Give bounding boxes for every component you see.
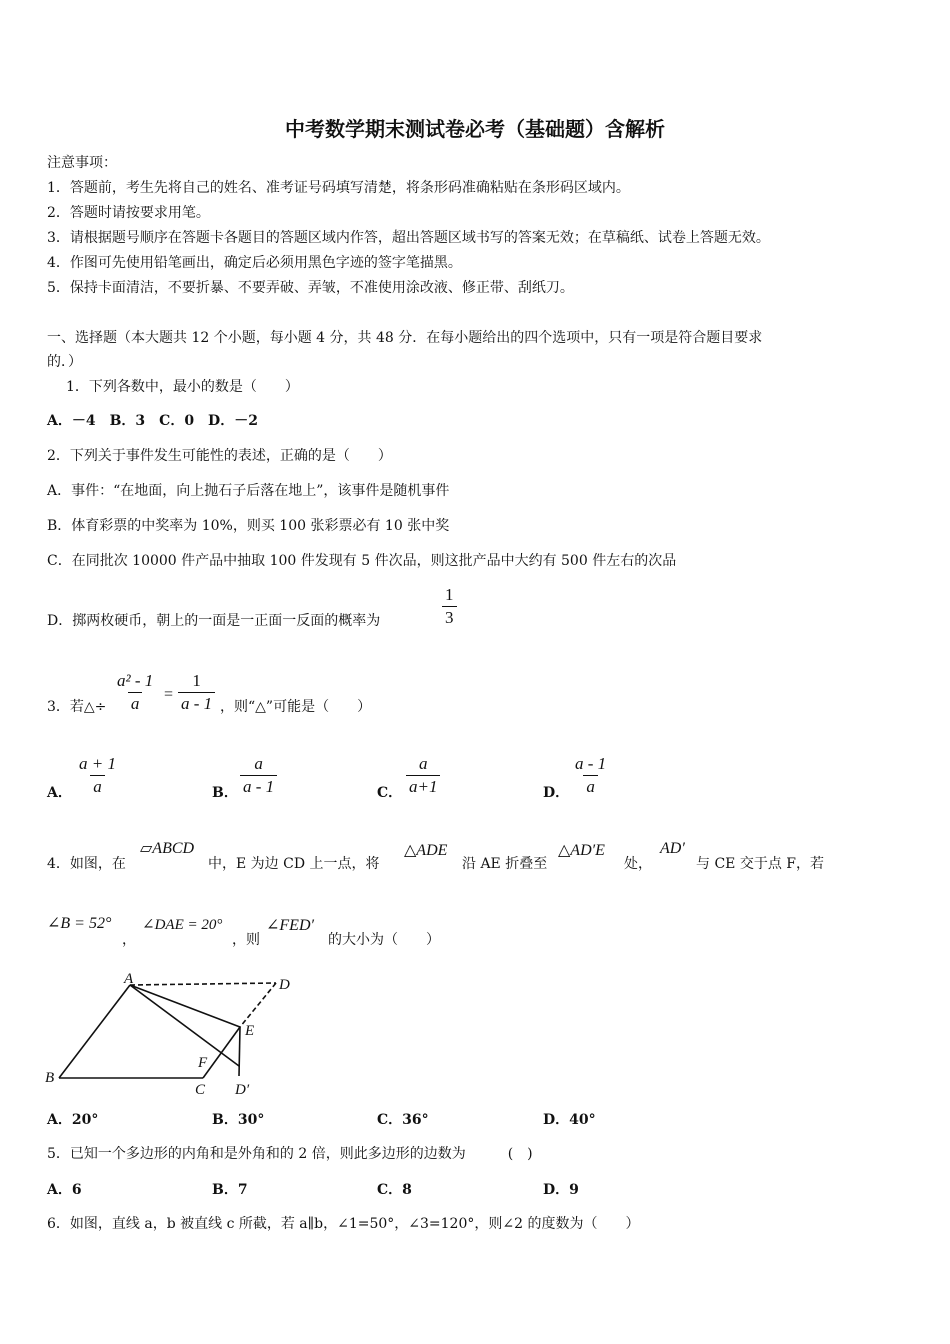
question-4-text: 沿 AE 折叠至	[462, 856, 548, 872]
question-3-prefix: 3．若△÷	[47, 699, 107, 715]
segment-ed-prime	[239, 1027, 240, 1076]
question-6-stem: 6．如图，直线 a，b 被直线 c 所截，若 a∥b，∠1=50°，∠3=120°，则∠2 的度数为（ ）	[47, 1216, 640, 1232]
fraction-numerator: a + 1	[79, 754, 116, 773]
question-4-text: 的大小为（ ）	[328, 932, 440, 948]
fraction-denominator: a	[583, 775, 598, 796]
question-3-option-c-fraction	[406, 755, 440, 796]
question-4-text: ，则	[232, 932, 260, 948]
question-4-math: △ADE	[404, 842, 448, 859]
point-label-f: F	[198, 1055, 208, 1071]
segment-ad-prime	[130, 985, 239, 1066]
section-heading: 一、选择题（本大题共 12 个小题，每小题 4 分，共 48 分．在每小题给出的四个选项中，只有一项是符合题目要求	[47, 330, 763, 346]
question-2-option-a: A．事件：“在地面，向上抛石子后落在地上”，该事件是随机事件	[47, 483, 450, 499]
question-4-math: ∠FED′	[266, 917, 315, 934]
question-4-text: ，	[122, 932, 136, 948]
question-4-math: ∠B = 52°	[47, 915, 112, 932]
fraction-numerator: 1	[192, 671, 201, 690]
point-label-c: C	[195, 1082, 206, 1098]
question-3-option-a-fraction	[76, 755, 119, 796]
segment-ab	[59, 985, 130, 1078]
question-4-text: 处，	[624, 856, 652, 872]
question-4-math: ∠DAE = 20°	[142, 917, 223, 933]
fraction-denominator: 3	[442, 606, 457, 627]
question-5-stem: 5．已知一个多边形的内角和是外角和的 2 倍，则此多边形的边数为 ( )	[47, 1146, 533, 1162]
question-4-option-d: D．40°	[543, 1112, 596, 1128]
notice-item: 4．作图可先使用铅笔画出，确定后必须用黑色字迹的签字笔描黑。	[47, 255, 462, 271]
question-4-option-b: B．30°	[212, 1112, 265, 1128]
parallelogram-fold-figure	[40, 968, 300, 1100]
question-4-text: 中，E 为边 CD 上一点，将	[208, 856, 380, 872]
question-1-options: A．－4 B．3 C．0 D．－2	[47, 413, 258, 429]
fraction-denominator: a	[128, 692, 143, 713]
fraction-denominator: a - 1	[240, 775, 277, 796]
fraction-numerator: a	[418, 754, 428, 773]
question-5-option-a: A．6	[47, 1182, 82, 1198]
fraction-numerator: a - 1	[575, 754, 607, 773]
segment-ad-dashed	[130, 983, 276, 985]
question-2-option-c: C．在同批次 10000 件产品中抽取 100 件发现有 5 件次品，则这批产品中大约有 500 件左右的次品	[47, 553, 677, 569]
question-3-option-b-fraction	[240, 755, 277, 796]
question-2-stem: 2．下列关于事件发生可能性的表述，正确的是（ ）	[47, 448, 392, 464]
question-1-stem: 1．下列各数中，最小的数是（ ）	[66, 379, 299, 395]
point-label-d: D	[279, 977, 290, 993]
fraction-denominator: a+1	[406, 775, 440, 796]
notice-item: 3．请根据题号顺序在答题卡各题目的答题区域内作答，超出答题区域书写的答案无效；在草稿纸、试卷上答题无效。	[47, 230, 770, 246]
question-2-option-d: D．掷两枚硬币，朝上的一面是一正面一反面的概率为	[47, 613, 381, 629]
notice-item: 5．保持卡面清洁，不要折暴、不要弄破、弄皱，不准使用涂改液、修正带、刮纸刀。	[47, 280, 574, 296]
notice-item: 1．答题前，考生先将自己的姓名、准考证号码填写清楚，将条形码准确粘贴在条形码区域内。	[47, 180, 630, 196]
question-2-fraction	[442, 586, 457, 627]
fraction-denominator: a - 1	[178, 692, 215, 713]
question-4-text: 与 CE 交于点 F，若	[696, 856, 824, 872]
point-label-e: E	[245, 1023, 255, 1039]
question-3-option-a-label: A．	[47, 785, 72, 801]
question-4-option-a: A．20°	[47, 1112, 99, 1128]
question-3-option-c-label: C．	[377, 785, 403, 801]
question-4-text: 4．如图，在	[47, 856, 126, 872]
question-4-math: AD′	[660, 840, 685, 857]
question-2-option-b: B．体育彩票的中奖率为 10%，则买 100 张彩票必有 10 张中奖	[47, 518, 450, 534]
fraction-numerator: a² - 1	[117, 671, 154, 690]
question-3-rhs-fraction	[178, 672, 215, 713]
point-label-d-prime: D′	[235, 1082, 250, 1098]
segment-ec	[203, 1027, 240, 1078]
fraction-numerator: 1	[445, 585, 454, 604]
segment-de-dashed	[240, 983, 276, 1027]
question-3-option-b-label: B．	[212, 785, 238, 801]
segment-ae	[130, 985, 240, 1027]
fraction-denominator: a	[90, 775, 105, 796]
question-5-option-c: C．8	[377, 1182, 412, 1198]
question-5-option-b: B．7	[212, 1182, 248, 1198]
question-4-option-c: C．36°	[377, 1112, 429, 1128]
question-4-math: ▱ABCD	[140, 840, 195, 857]
page-title: 中考数学期末测试卷必考（基础题）含解析	[285, 117, 665, 141]
section-heading-cont: 的．）	[47, 354, 82, 370]
point-label-b: B	[45, 1070, 55, 1086]
point-label-a: A	[124, 971, 134, 987]
question-3-option-d-fraction	[572, 755, 609, 796]
fraction-numerator: a	[254, 754, 263, 773]
question-4-math: △AD′E	[558, 842, 605, 859]
question-3-suffix: ，则“△”可能是（ ）	[220, 699, 372, 715]
question-3-option-d-label: D．	[543, 785, 570, 801]
notice-item: 2．答题时请按要求用笔。	[47, 205, 210, 221]
question-3-lhs-fraction	[114, 672, 156, 713]
equals-sign: =	[164, 686, 174, 703]
question-5-option-d: D．9	[543, 1182, 579, 1198]
notice-heading: 注意事项：	[47, 155, 117, 171]
